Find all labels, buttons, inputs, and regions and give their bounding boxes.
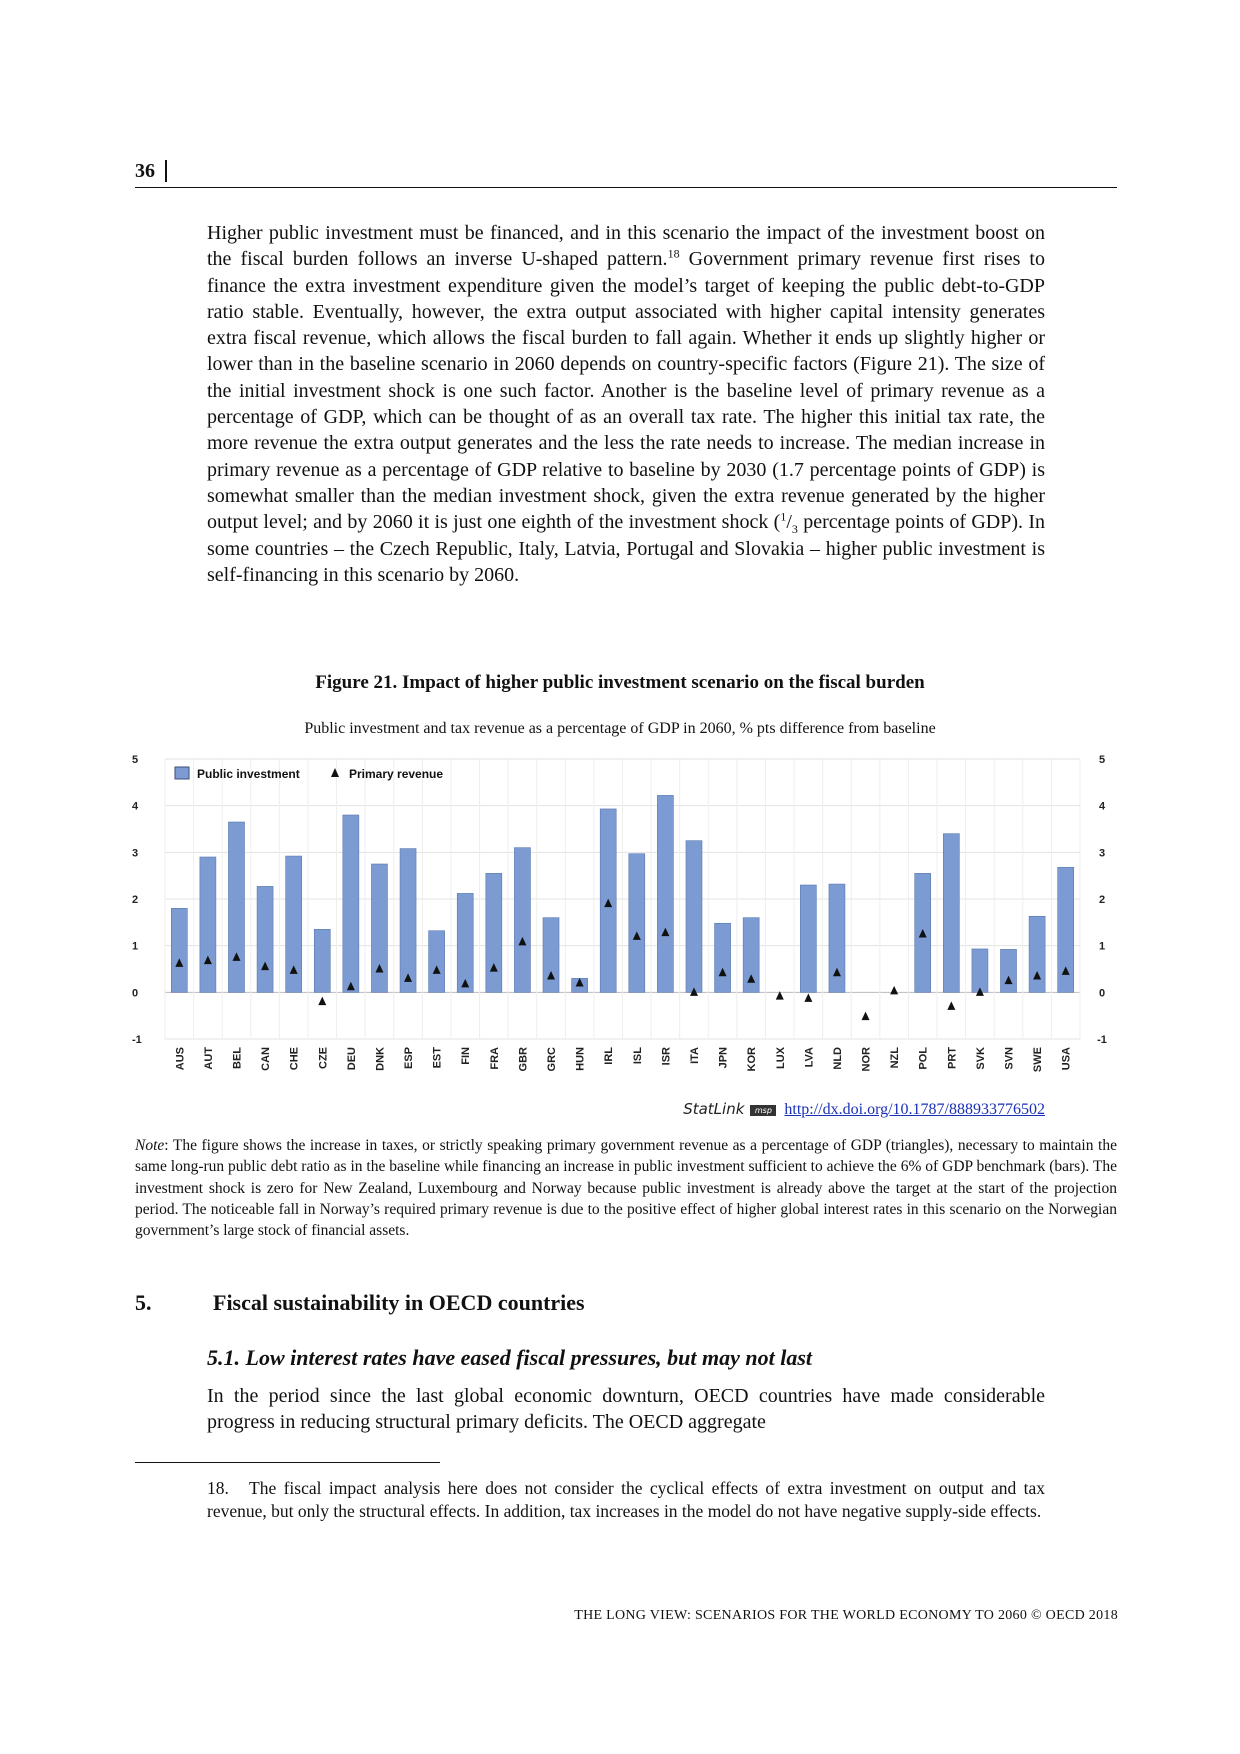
x-tick-label: CZE <box>317 1047 330 1069</box>
note-label: Note <box>135 1137 165 1154</box>
y-tick-label-left: 2 <box>132 894 139 906</box>
x-tick-label: DNK <box>374 1047 387 1071</box>
statlink-logo-icon: msp <box>750 1105 776 1116</box>
bar-deu <box>343 815 359 992</box>
bar-dnk <box>371 864 387 992</box>
fraction-denominator: 3 <box>791 522 798 537</box>
y-tick-label-left: 1 <box>132 940 139 953</box>
x-tick-label: JPN <box>717 1047 730 1069</box>
triangle-marker-nor <box>862 1012 870 1021</box>
y-tick-label-left: 3 <box>132 847 139 860</box>
x-tick-label: HUN <box>574 1047 587 1071</box>
x-tick-label: GRC <box>546 1047 559 1072</box>
page-number: 36 <box>135 160 167 182</box>
footnote <box>207 1477 1045 1523</box>
x-tick-label: ESP <box>403 1047 416 1070</box>
x-tick-label: ITA <box>688 1047 701 1064</box>
x-tick-label: SVN <box>1003 1047 1016 1070</box>
bar-bel <box>228 822 244 992</box>
x-tick-label: ISR <box>660 1047 673 1066</box>
x-tick-label: FIN <box>460 1047 473 1065</box>
note-text: : The figure shows the increase in taxes, or strictly speaking primary government revenue as a percentage of GDP (triangles), necessary to maintain the same long-run public debt ratio as in the baseline while financing an increase in public investment sufficient to achieve the 6% of GDP benchmark (bars). The investment shock is zero for New Zealand, Luxembourg and Norway because public investment is already above the target at the start of the projection period. The noticeable fall in Norway’s required primary revenue is due to the positive effect of higher global interest rates in this scenario on the Norwegian government’s large stock of financial assets. <box>135 1137 1117 1240</box>
x-tick-label: ISL <box>631 1047 644 1065</box>
bar-grc <box>543 918 559 993</box>
x-tick-label: IRL <box>603 1047 616 1065</box>
bar-est <box>429 931 445 993</box>
bar-swe <box>1029 916 1045 992</box>
statlink-row <box>580 1100 1045 1119</box>
x-tick-label: USA <box>1060 1047 1073 1071</box>
chart-gridlines <box>165 759 1080 1039</box>
x-tick-label: FRA <box>488 1047 501 1070</box>
section-number: 5. <box>135 1290 152 1315</box>
paragraph-text: Higher public investment must be financed, and in this scenario the impact of the investment boost on the fiscal burden follows an inverse U-shaped pattern. <box>207 222 1045 271</box>
x-tick-label: NLD <box>831 1047 844 1070</box>
bar-lva <box>800 885 816 992</box>
triangle-marker-nzl <box>890 986 898 995</box>
x-tick-label: NOR <box>860 1047 873 1072</box>
page-footer: THE LONG VIEW: SCENARIOS FOR THE WORLD ECONOMY TO 2060 © OECD 2018 <box>574 1608 1118 1623</box>
y-tick-label-right: 3 <box>1098 847 1106 860</box>
x-tick-label: CHE <box>288 1047 301 1071</box>
figure-title: Figure 21. Impact of higher public investment scenario on the fiscal burden <box>315 672 925 693</box>
legend-label-public-investment: Public investment <box>197 767 300 781</box>
bar-jpn <box>715 923 731 992</box>
body-paragraph-2: In the period since the last global economic downturn, OECD countries have made considerable progress in reducing structural primary deficits. The OECD aggregate <box>207 1385 1045 1434</box>
bar-isl <box>629 854 645 993</box>
footnote-rule <box>135 1462 440 1463</box>
figure-subtitle: Public investment and tax revenue as a percentage of GDP in 2060, % pts difference from baseline <box>304 720 936 737</box>
bar-svn <box>1001 949 1017 992</box>
triangle-marker-prt <box>947 1001 955 1010</box>
fraction: $^1/_3$ <box>780 509 798 537</box>
bar-cze <box>314 929 330 992</box>
statlink-url-link[interactable]: http://dx.doi.org/10.1787/888933776502 <box>784 1101 1045 1118</box>
x-tick-label: BEL <box>231 1047 244 1069</box>
legend-swatch-public-investment <box>175 767 189 779</box>
legend-triangle-icon <box>331 768 339 777</box>
bar-ita <box>686 841 702 993</box>
x-tick-label: EST <box>431 1047 444 1069</box>
chart-legend <box>175 767 443 781</box>
y-tick-label-right: 4 <box>1098 800 1106 813</box>
x-tick-label: GBR <box>517 1047 530 1072</box>
y-tick-label-right: 0 <box>1098 987 1106 1000</box>
bar-aut <box>200 857 216 992</box>
statlink-label: StatLink <box>683 1100 745 1118</box>
body-paragraph-1 <box>207 220 1045 588</box>
triangle-marker-cze <box>318 997 326 1006</box>
x-tick-label: AUS <box>174 1047 187 1071</box>
figure-note <box>135 1135 1117 1241</box>
bar-fin <box>457 893 473 992</box>
bar-svk <box>972 949 988 992</box>
legend-label-primary-revenue: Primary revenue <box>349 767 444 781</box>
x-tick-label: SWE <box>1032 1047 1045 1073</box>
section-heading <box>135 1290 585 1316</box>
x-tick-label: NZL <box>889 1047 902 1069</box>
x-tick-label: KOR <box>746 1047 759 1072</box>
header-rule <box>135 187 1117 188</box>
footnote-number: 18. <box>207 1478 229 1498</box>
triangle-marker-lva <box>804 993 812 1002</box>
y-tick-label-left: -1 <box>132 1034 142 1046</box>
bar-gbr <box>514 848 530 993</box>
bar-chart <box>130 752 1115 1087</box>
y-tick-label-right: 5 <box>1098 754 1106 766</box>
bar-prt <box>943 834 959 993</box>
x-tick-label: PRT <box>946 1047 959 1069</box>
x-tick-label: AUT <box>202 1047 215 1070</box>
x-tick-label: LUX <box>774 1047 787 1069</box>
footnote-reference[interactable]: 18 <box>667 246 680 261</box>
bar-fra <box>486 873 502 992</box>
section-title: Fiscal sustainability in OECD countries <box>213 1290 585 1315</box>
fraction-numerator: 1 <box>780 509 787 524</box>
footnote-text: The fiscal impact analysis here does not consider the cyclical effects of extra investment on output and tax revenue, but only the structural effects. In addition, tax increases in the model do not have negative supply-side effects. <box>207 1478 1045 1521</box>
chart-axes <box>132 754 1107 1072</box>
x-tick-label: LVA <box>803 1047 816 1068</box>
bar-esp <box>400 849 416 993</box>
paragraph-text: Government primary revenue first rises to finance the extra investment expenditure given the model’s target of keeping the public debt-to-GDP ratio stable. Eventually, however, the extra output associated with higher capital intensity generates extra fiscal revenue, which allows the fiscal burden to fall again. Whether it ends up slightly higher or lower than in the baseline scenario in 2060 depends on country-specific factors (Figure 21). The size of the initial investment shock is one such factor. Another is the baseline level of primary revenue as a percentage of GDP, which can be thought of as an overall tax rate. The higher this initial tax rate, the more revenue the extra output generates and the less the rate needs to increase. The median increase in primary revenue as a percentage of GDP relative to baseline by 2030 (1.7 percentage points of GDP) is somewhat smaller than the median investment shock, given the extra revenue generated by the higher output level; and by 2060 it is just one eighth of the investment shock ( <box>207 248 1045 534</box>
y-tick-label-left: 4 <box>132 800 139 813</box>
bar-aus <box>171 908 187 992</box>
paragraph-text: percentage points of GDP). In some countries – the Czech Republic, Italy, Latvia, Portugal and Slovakia – higher public investment is self-financing in this scenario by 2060. <box>207 511 1045 586</box>
y-tick-label-right: 1 <box>1098 940 1106 953</box>
subsection-heading: 5.1. Low interest rates have eased fiscal pressures, but may not last <box>207 1345 812 1370</box>
x-tick-label: SVK <box>974 1047 987 1070</box>
x-tick-label: DEU <box>345 1047 358 1071</box>
y-tick-label-left: 0 <box>132 987 139 1000</box>
bar-can <box>257 886 273 992</box>
y-tick-label-right: 2 <box>1098 894 1106 906</box>
x-tick-label: POL <box>917 1047 930 1070</box>
y-tick-label-left: 5 <box>132 754 139 766</box>
x-tick-label: CAN <box>260 1047 273 1071</box>
y-tick-label-right: -1 <box>1097 1034 1107 1046</box>
bar-isr <box>657 795 673 992</box>
